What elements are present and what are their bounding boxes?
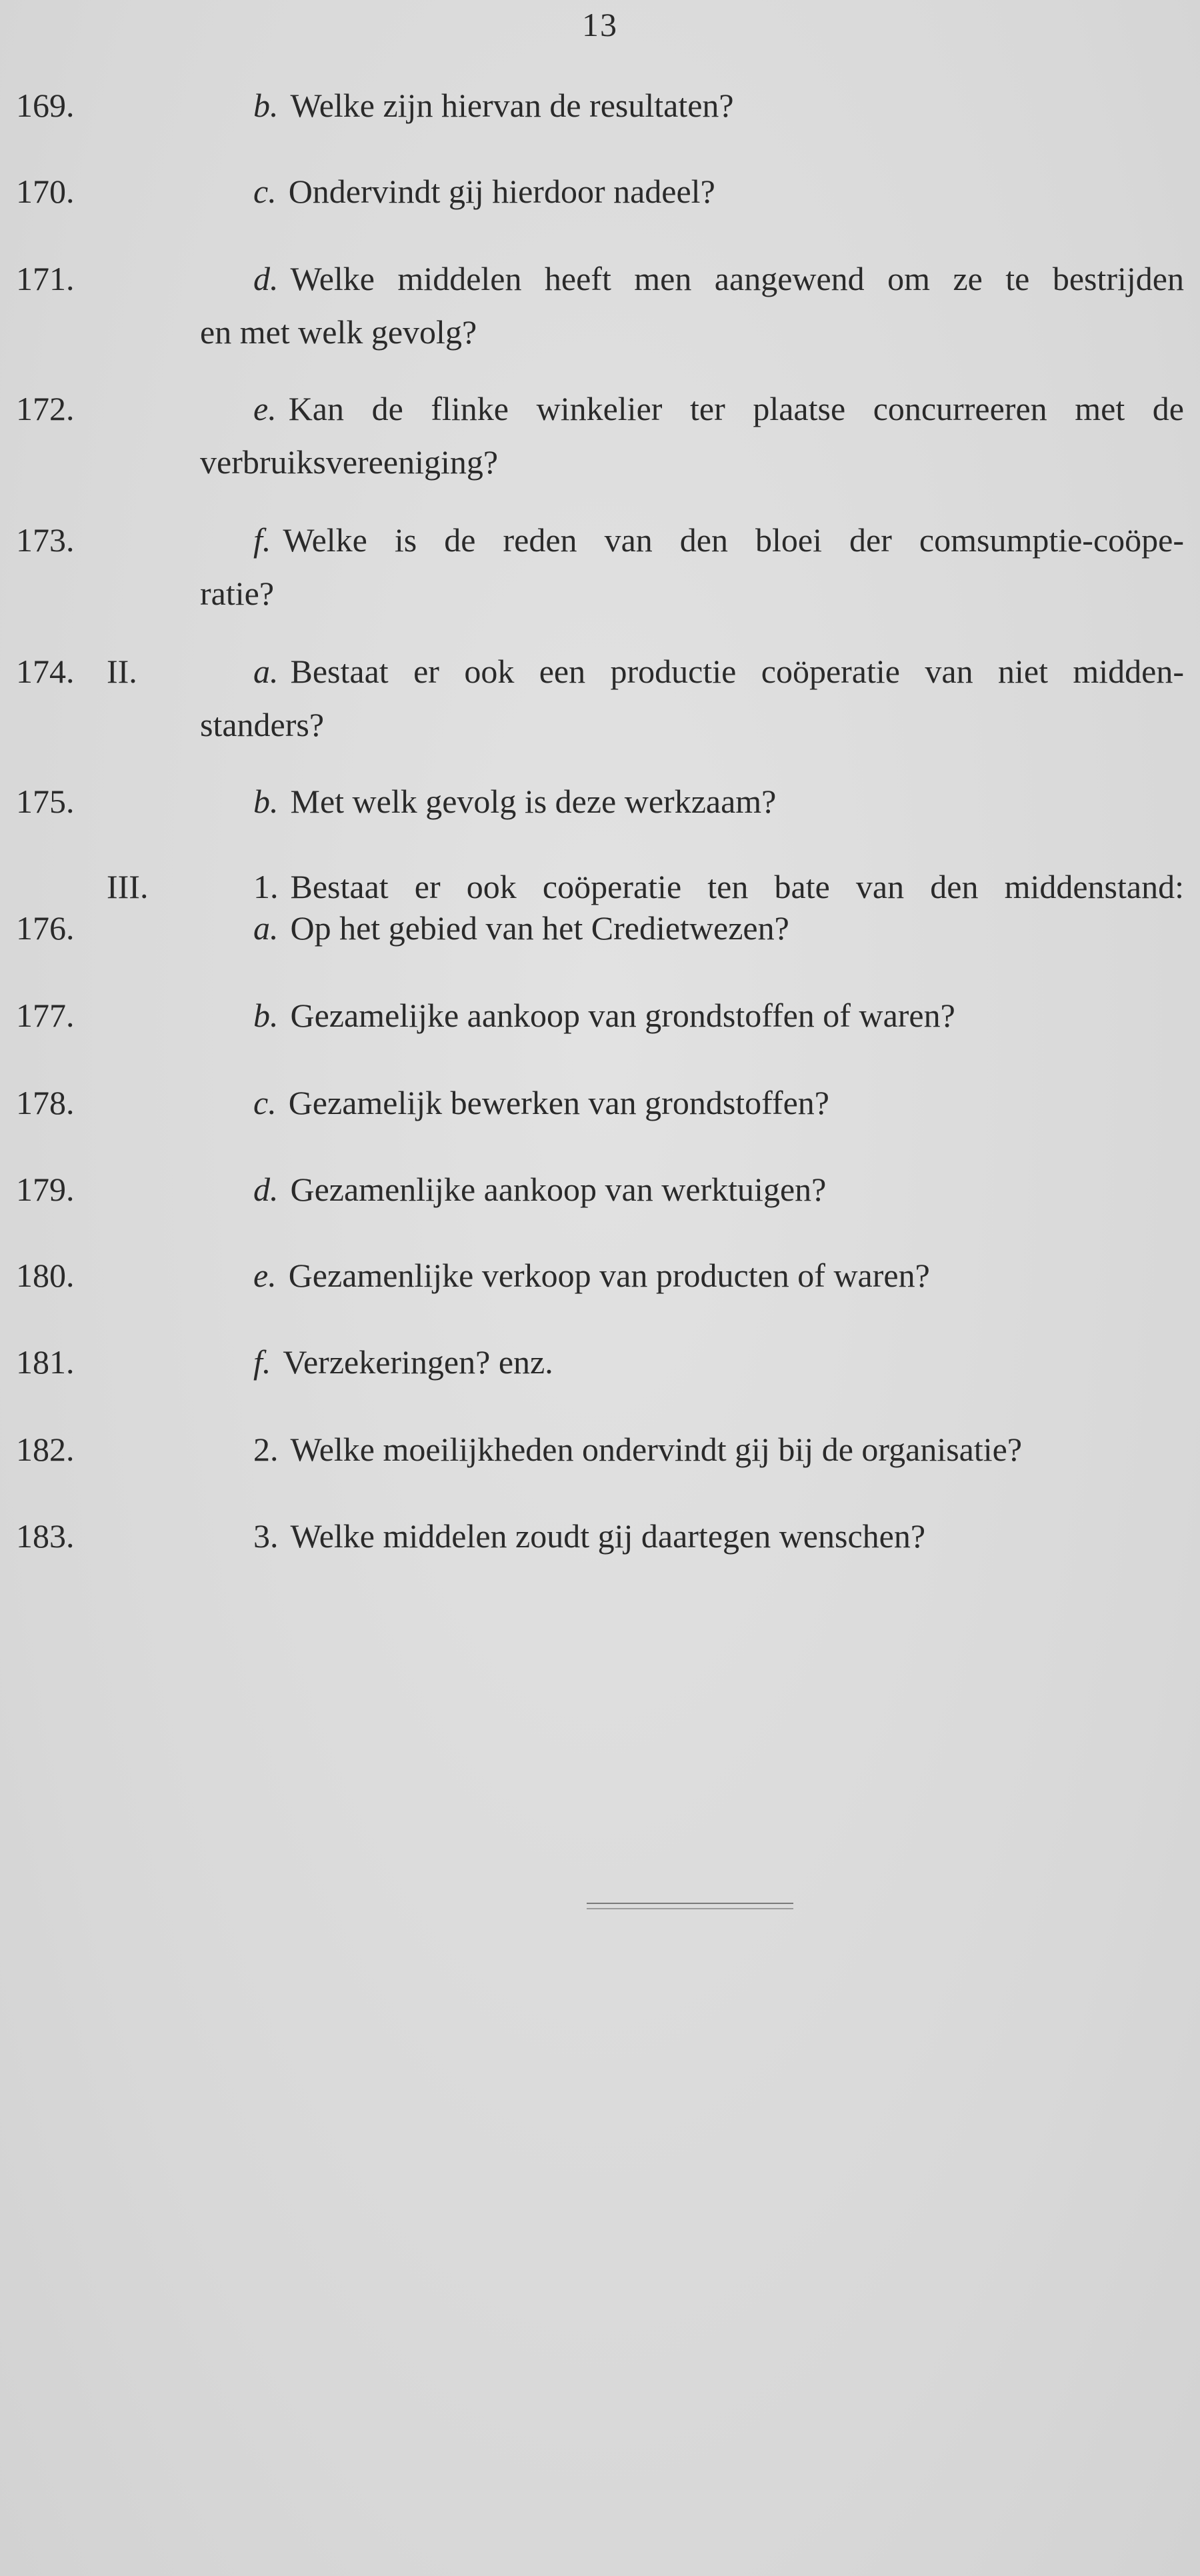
- question-letter: a.: [253, 653, 279, 690]
- question-text: [253, 252, 1184, 305]
- question-text: [253, 1423, 1184, 1476]
- question-body: Gezamenlijke aankoop van werktuigen?: [290, 1171, 827, 1208]
- question-continuation: ratie?: [200, 575, 275, 612]
- question-body: Welke middelen zoudt gij daartegen wenschen?: [290, 1517, 926, 1555]
- section-roman-numeral: III.: [107, 868, 149, 905]
- question-body: Bestaat er ook een productie coöperatie van niet midden-: [290, 653, 1184, 690]
- section-roman-numeral: II.: [107, 653, 137, 690]
- question-text: [253, 1509, 1184, 1563]
- question-number: 171.: [16, 260, 75, 297]
- question-number: 175.: [16, 783, 75, 820]
- question-body: Ondervindt gij hierdoor nadeel?: [288, 173, 715, 210]
- question-letter: d.: [253, 260, 279, 297]
- question-body: Welke zijn hiervan de resultaten?: [290, 87, 734, 124]
- question-text: [253, 1335, 1184, 1389]
- question-body: Welke is de reden van den bloei der comsumptie-coöpe-: [283, 521, 1184, 559]
- question-number: 179.: [16, 1171, 75, 1208]
- question-number: 177.: [16, 997, 75, 1034]
- question-text: [253, 989, 1184, 1042]
- question-text: [253, 165, 1184, 218]
- question-letter: f.: [253, 1343, 271, 1381]
- question-letter: e.: [253, 390, 277, 427]
- question-body: Welke middelen heeft men aangewend om ze te bestrijden: [290, 260, 1184, 297]
- question-letter: b.: [253, 997, 279, 1034]
- question-letter: c.: [253, 173, 277, 210]
- page-number: 13: [582, 6, 618, 43]
- question-number: 176.: [16, 909, 75, 947]
- section-heading-body: Bestaat er ook coöperatie ten bate van den middenstand:: [290, 868, 1184, 905]
- question-letter: b.: [253, 783, 279, 820]
- question-number: 178.: [16, 1084, 75, 1121]
- question-continuation: verbruiksvereeniging?: [200, 443, 499, 481]
- question-marker: 3.: [253, 1517, 279, 1555]
- question-letter: b.: [253, 87, 279, 124]
- question-text: [253, 901, 1184, 955]
- question-number: 180.: [16, 1257, 75, 1294]
- question-text: [253, 513, 1184, 567]
- question-body: Verzekeringen? enz.: [283, 1343, 553, 1381]
- question-text: [253, 1163, 1184, 1216]
- question-letter: a.: [253, 909, 279, 947]
- question-body: Gezamelijk bewerken van grondstoffen?: [288, 1084, 829, 1121]
- question-body: Kan de flinke winkelier ter plaatse concurreeren met de: [288, 390, 1184, 427]
- question-number: 169.: [16, 87, 75, 124]
- question-letter: d.: [253, 1171, 279, 1208]
- question-number: 183.: [16, 1517, 75, 1555]
- question-marker: 2.: [253, 1431, 279, 1468]
- question-number: 173.: [16, 521, 75, 559]
- question-body: Welke moeilijkheden ondervindt gij bij de organisatie?: [290, 1431, 1023, 1468]
- question-text: [253, 79, 1184, 132]
- section-marker: 1.: [253, 868, 279, 905]
- question-continuation: standers?: [200, 706, 325, 743]
- question-body: Met welk gevolg is deze werkzaam?: [290, 783, 777, 820]
- question-continuation: en met welk gevolg?: [200, 313, 477, 351]
- question-number: 174.: [16, 653, 75, 690]
- end-rule-divider: [587, 1903, 793, 1909]
- question-letter: e.: [253, 1257, 277, 1294]
- question-text: [253, 775, 1184, 828]
- question-number: 172.: [16, 390, 75, 427]
- question-text: [253, 645, 1184, 698]
- question-text: [253, 1076, 1184, 1129]
- question-body: Gezamenlijke verkoop van producten of waren?: [288, 1257, 930, 1294]
- question-body: Op het gebied van het Credietwezen?: [290, 909, 789, 947]
- question-letter: f.: [253, 521, 271, 559]
- question-number: 170.: [16, 173, 75, 210]
- question-text: [253, 1249, 1184, 1302]
- question-number: 181.: [16, 1343, 75, 1381]
- question-text: [253, 382, 1184, 435]
- question-letter: c.: [253, 1084, 277, 1121]
- question-body: Gezamelijke aankoop van grondstoffen of waren?: [290, 997, 955, 1034]
- question-number: 182.: [16, 1431, 75, 1468]
